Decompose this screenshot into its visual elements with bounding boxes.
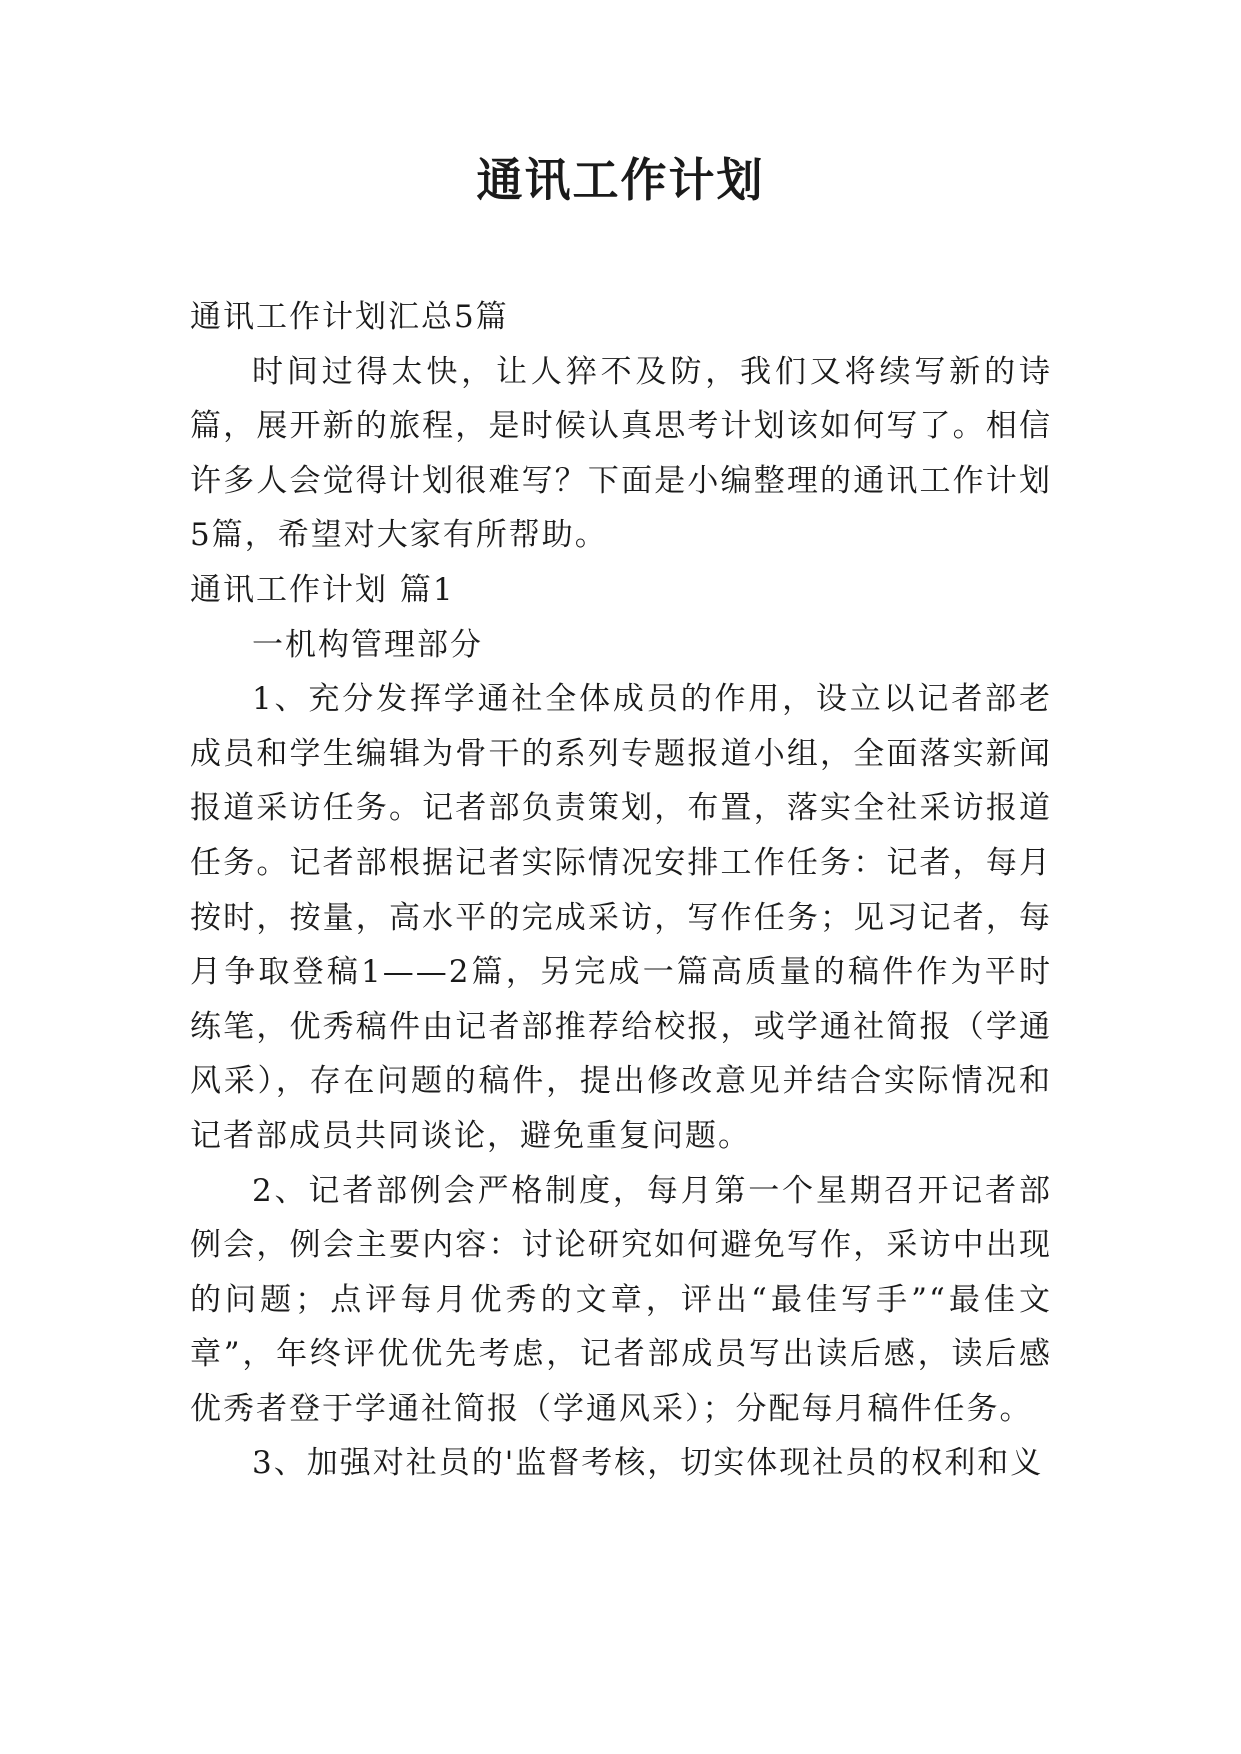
section-heading: 通讯工作计划 篇1 [190, 571, 455, 608]
intro-paragraph: 时间过得太快，让人猝不及防，我们又将续写新的诗篇，展开新的旅程，是时候认真思考计划该如何写了。相信许多人会觉得计划很难写？下面是小编整理的通讯工作计划5篇，希望对大家有所帮助。 [190, 353, 1052, 554]
subsection-heading: 一机构管理部分 [252, 626, 483, 663]
body-paragraph-1: 1、充分发挥学通社全体成员的作用，设立以记者部老成员和学生编辑为骨干的系列专题报道小组，全面落实新闻报道采访任务。记者部负责策划，布置，落实全社采访报道任务。记者部根据记者实际情况安排工作任务：记者，每月按时，按量，高水平的完成采访，写作任务；见习记者，每月争取登稿1——2篇，另完成一篇高质量的稿件作为平时练笔，优秀稿件由记者部推荐给校报，或学通社简报（学通风采），存在问题的稿件，提出修改意见并结合实际情况和记者部成员共同谈论，避免重复问题。 [190, 681, 1052, 1154]
document-body [190, 290, 1052, 1491]
body-paragraph-2: 2、记者部例会严格制度，每月第一个星期召开记者部例会，例会主要内容：讨论研究如何避免写作，采访中出现的问题；点评每月优秀的文章，评出“最佳写手”“最佳文章”，年终评优优先考虑，记者部成员写出读后感，读后感优秀者登于学通社简报（学通风采）；分配每月稿件任务。 [190, 1172, 1052, 1427]
subtitle-paragraph: 通讯工作计划汇总5篇 [190, 299, 509, 335]
body-paragraph-3: 3、加强对社员的'监督考核，切实体现社员的权利和义 [252, 1445, 1044, 1482]
document-title: 通讯工作计划 [476, 153, 765, 207]
